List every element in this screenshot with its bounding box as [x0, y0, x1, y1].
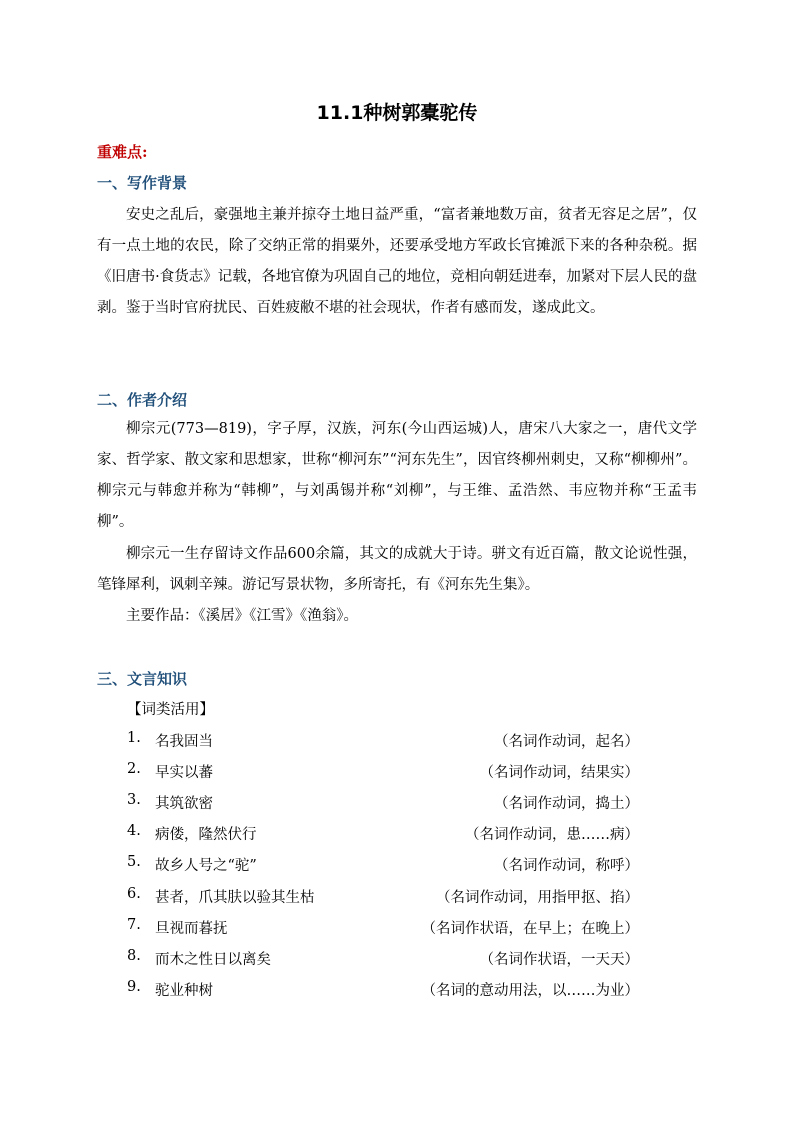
- item-note: （名词作动词，患……病）: [465, 827, 639, 843]
- list-item: [127, 886, 639, 910]
- item-note: （名词的意动用法，以……为业）: [421, 983, 639, 999]
- item-note: （名词作状语，在早上；在晚上）: [421, 921, 639, 937]
- section-heading-background: 一、写作背景: [97, 174, 188, 192]
- list-item: [127, 948, 639, 972]
- item-number: 2.: [127, 761, 141, 777]
- item-note: （名词作状语，一天天）: [479, 952, 639, 968]
- item-note: （名词作动词，称呼）: [494, 858, 639, 874]
- background-paragraph: 安史之乱后，豪强地主兼并掠夺土地日益严重，“富者兼地数万亩，贫者无容足之居”，仅有一点土地的农民，除了交纳正常的捐粟外，还要承受地方军政长官摊派下来的各种杂税。据《旧唐书·食货志》记载，各地官僚为巩固自己的地位，竞相向朝廷进奉，加紧对下层人民的盘剥。鉴于当时官府扰民、百姓疲敝不堪的社会现状，作者有感而发，遂成此文。: [97, 207, 697, 316]
- author-paragraph-1: 柳宗元(773—819)，字子厚，汉族，河东(今山西运城)人，唐宋八大家之一，唐代文学家、哲学家、散文家和思想家，世称“柳河东”“河东先生”，因官终柳州刺史，又称“柳柳州”。柳宗元与韩愈并称为“韩柳”，与刘禹锡并称“刘柳”，与王维、孟浩然、韦应物并称“王孟韦柳”。: [97, 421, 697, 530]
- list-item: [127, 979, 639, 1003]
- list-item: [127, 854, 639, 878]
- item-number: 4.: [127, 823, 141, 839]
- item-note: （名词作动词，捣土）: [494, 796, 639, 812]
- author-paragraph-3: 主要作品：《溪居》《江雪》《渔翁》。: [126, 608, 358, 624]
- item-text: 病偻，隆然伏行: [155, 827, 257, 843]
- item-number: 7.: [127, 917, 141, 933]
- item-note: （名词作动词，起名）: [494, 734, 639, 750]
- item-text: 甚者，爪其肤以验其生枯: [155, 890, 315, 906]
- item-note: （名词作动词，用指甲抠、掐）: [436, 890, 639, 906]
- item-number: 9.: [127, 979, 141, 995]
- author-paragraph-2: 柳宗元一生存留诗文作品600余篇，其文的成就大于诗。骈文有近百篇，散文论说性强，笔锋犀利，讽刺辛辣。游记写景状物，多所寄托，有《河东先生集》。: [97, 546, 697, 593]
- item-number: 5.: [127, 854, 141, 870]
- word-class-label: 【词类活用】: [127, 702, 214, 718]
- item-number: 6.: [127, 886, 141, 902]
- item-number: 3.: [127, 792, 141, 808]
- item-text: 早实以蕃: [155, 765, 213, 781]
- page-title: 11.1种树郭橐驼传: [316, 102, 478, 124]
- item-text: 其筑欲密: [155, 796, 213, 812]
- item-number: 8.: [127, 948, 141, 964]
- section-heading-author: 二、作者介绍: [97, 391, 188, 409]
- item-text: 故乡人号之“驼”: [155, 858, 257, 874]
- item-text: 旦视而暮抚: [155, 921, 228, 937]
- item-number: 1.: [127, 730, 141, 746]
- section-heading-classical-knowledge: 三、文言知识: [97, 670, 188, 688]
- item-text: 名我固当: [155, 734, 213, 750]
- item-note: （名词作动词，结果实）: [479, 765, 639, 781]
- list-item: [127, 730, 639, 754]
- item-text: 而木之性日以离矣: [155, 952, 271, 968]
- list-item: [127, 761, 639, 785]
- list-item: [127, 823, 639, 847]
- list-item: [127, 917, 639, 941]
- item-text: 驼业种树: [155, 983, 213, 999]
- key-point-label: 重难点:: [97, 143, 148, 161]
- list-item: [127, 792, 639, 816]
